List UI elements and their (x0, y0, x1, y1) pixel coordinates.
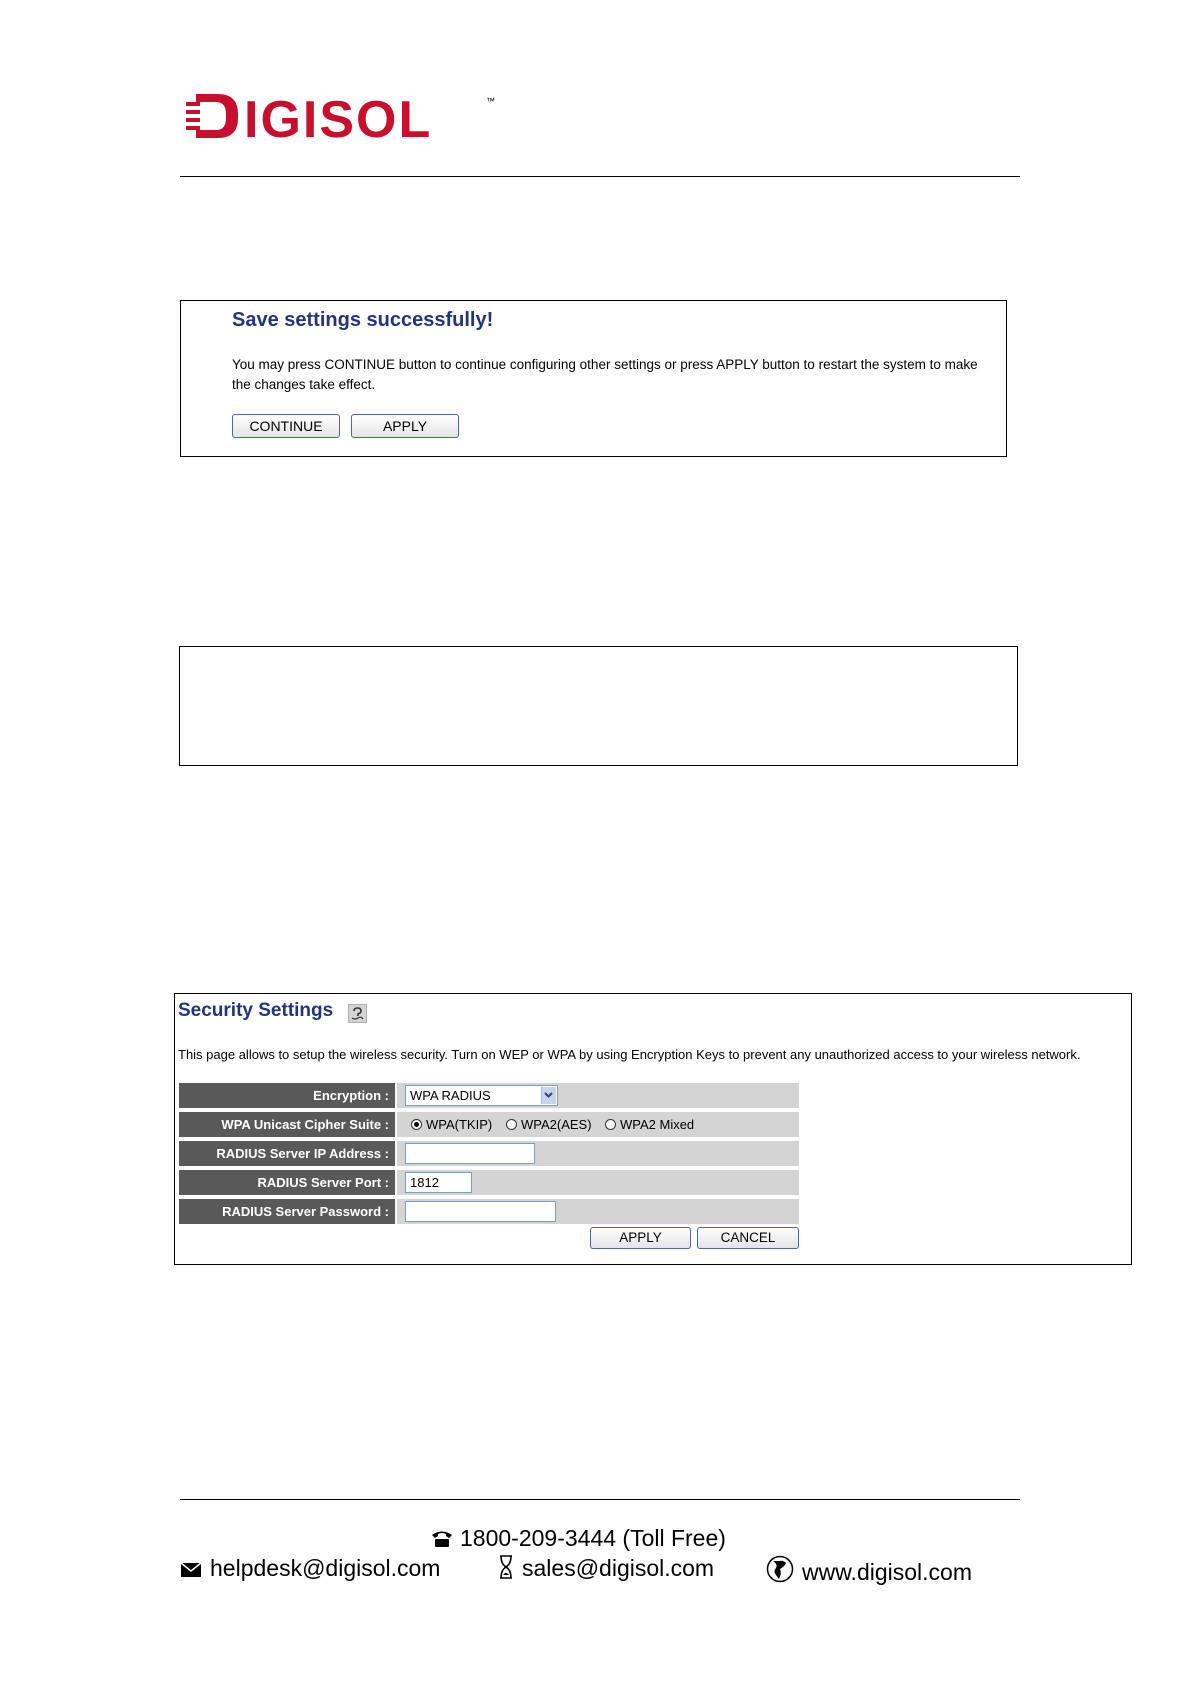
header-rule (180, 176, 1020, 177)
radius-port-value-cell (397, 1170, 799, 1195)
cipher-option-label: WPA2 Mixed (620, 1117, 695, 1132)
blank-panel (179, 646, 1018, 766)
logo-wordmark: IGISOL (244, 91, 433, 146)
radius-port-label: RADIUS Server Port : (179, 1170, 395, 1195)
encryption-select[interactable] (405, 1085, 558, 1106)
radius-ip-value-cell (397, 1141, 799, 1166)
radio-icon (506, 1119, 517, 1130)
helpdesk-contact (180, 1555, 440, 1585)
radius-port-row (179, 1170, 799, 1195)
phone-line (430, 1525, 726, 1554)
help-glyph (349, 1005, 366, 1022)
radius-ip-input[interactable] (405, 1143, 535, 1164)
sales-contact (498, 1555, 714, 1585)
trademark-mark: ™ (486, 96, 495, 106)
security-cancel-button[interactable]: CANCEL (697, 1227, 799, 1249)
cipher-option-label: WPA(TKIP) (426, 1117, 493, 1132)
radius-password-row (179, 1199, 799, 1224)
cipher-option-label: WPA2(AES) (521, 1117, 592, 1132)
phone-number: 1800-209-3444 (Toll Free) (460, 1525, 726, 1551)
chevron-down-icon (541, 1087, 556, 1104)
encryption-row (179, 1083, 799, 1108)
security-title: Security Settings (178, 1000, 334, 1021)
save-message: You may press CONTINUE button to continue configuring other settings or press APPLY button to restart the system to make the changes take effect. (232, 357, 978, 392)
helpdesk-email[interactable]: helpdesk@digisol.com (210, 1555, 441, 1581)
globe-icon (766, 1555, 794, 1589)
help-icon[interactable] (348, 1004, 367, 1023)
radius-ip-label: RADIUS Server IP Address : (179, 1141, 395, 1166)
security-description: This page allows to setup the wireless security. Turn on WEP or WPA by using Encryption Keys to prevent any unauthorized access to your wireless network. (178, 1047, 1081, 1062)
encryption-value-cell (397, 1083, 799, 1108)
digisol-logo-graphic (186, 90, 506, 146)
radio-selected-icon (411, 1119, 422, 1130)
radio-icon (605, 1119, 616, 1130)
encryption-label: Encryption : (179, 1083, 395, 1108)
footer-rule (180, 1499, 1020, 1500)
radius-password-input[interactable] (405, 1201, 556, 1222)
cipher-row (179, 1112, 799, 1137)
apply-button[interactable]: APPLY (351, 414, 459, 438)
website-contact (766, 1555, 972, 1589)
encryption-selected: WPA RADIUS (410, 1088, 491, 1103)
radius-port-input[interactable]: 1812 (405, 1172, 472, 1193)
telephone-icon (430, 1527, 454, 1554)
website-url[interactable]: www.digisol.com (802, 1559, 972, 1585)
cipher-value-cell (397, 1112, 799, 1137)
hourglass-icon (498, 1555, 514, 1585)
radius-ip-row (179, 1141, 799, 1166)
digisol-logo (186, 90, 506, 146)
radius-password-label: RADIUS Server Password : (179, 1199, 395, 1224)
sales-email[interactable]: sales@digisol.com (522, 1555, 715, 1581)
envelope-icon (180, 1558, 202, 1585)
continue-button[interactable]: CONTINUE (232, 414, 340, 438)
security-apply-button[interactable]: APPLY (590, 1227, 691, 1249)
cipher-label: WPA Unicast Cipher Suite : (179, 1112, 395, 1137)
save-title: Save settings successfully! (232, 309, 494, 331)
radius-password-value-cell (397, 1199, 799, 1224)
